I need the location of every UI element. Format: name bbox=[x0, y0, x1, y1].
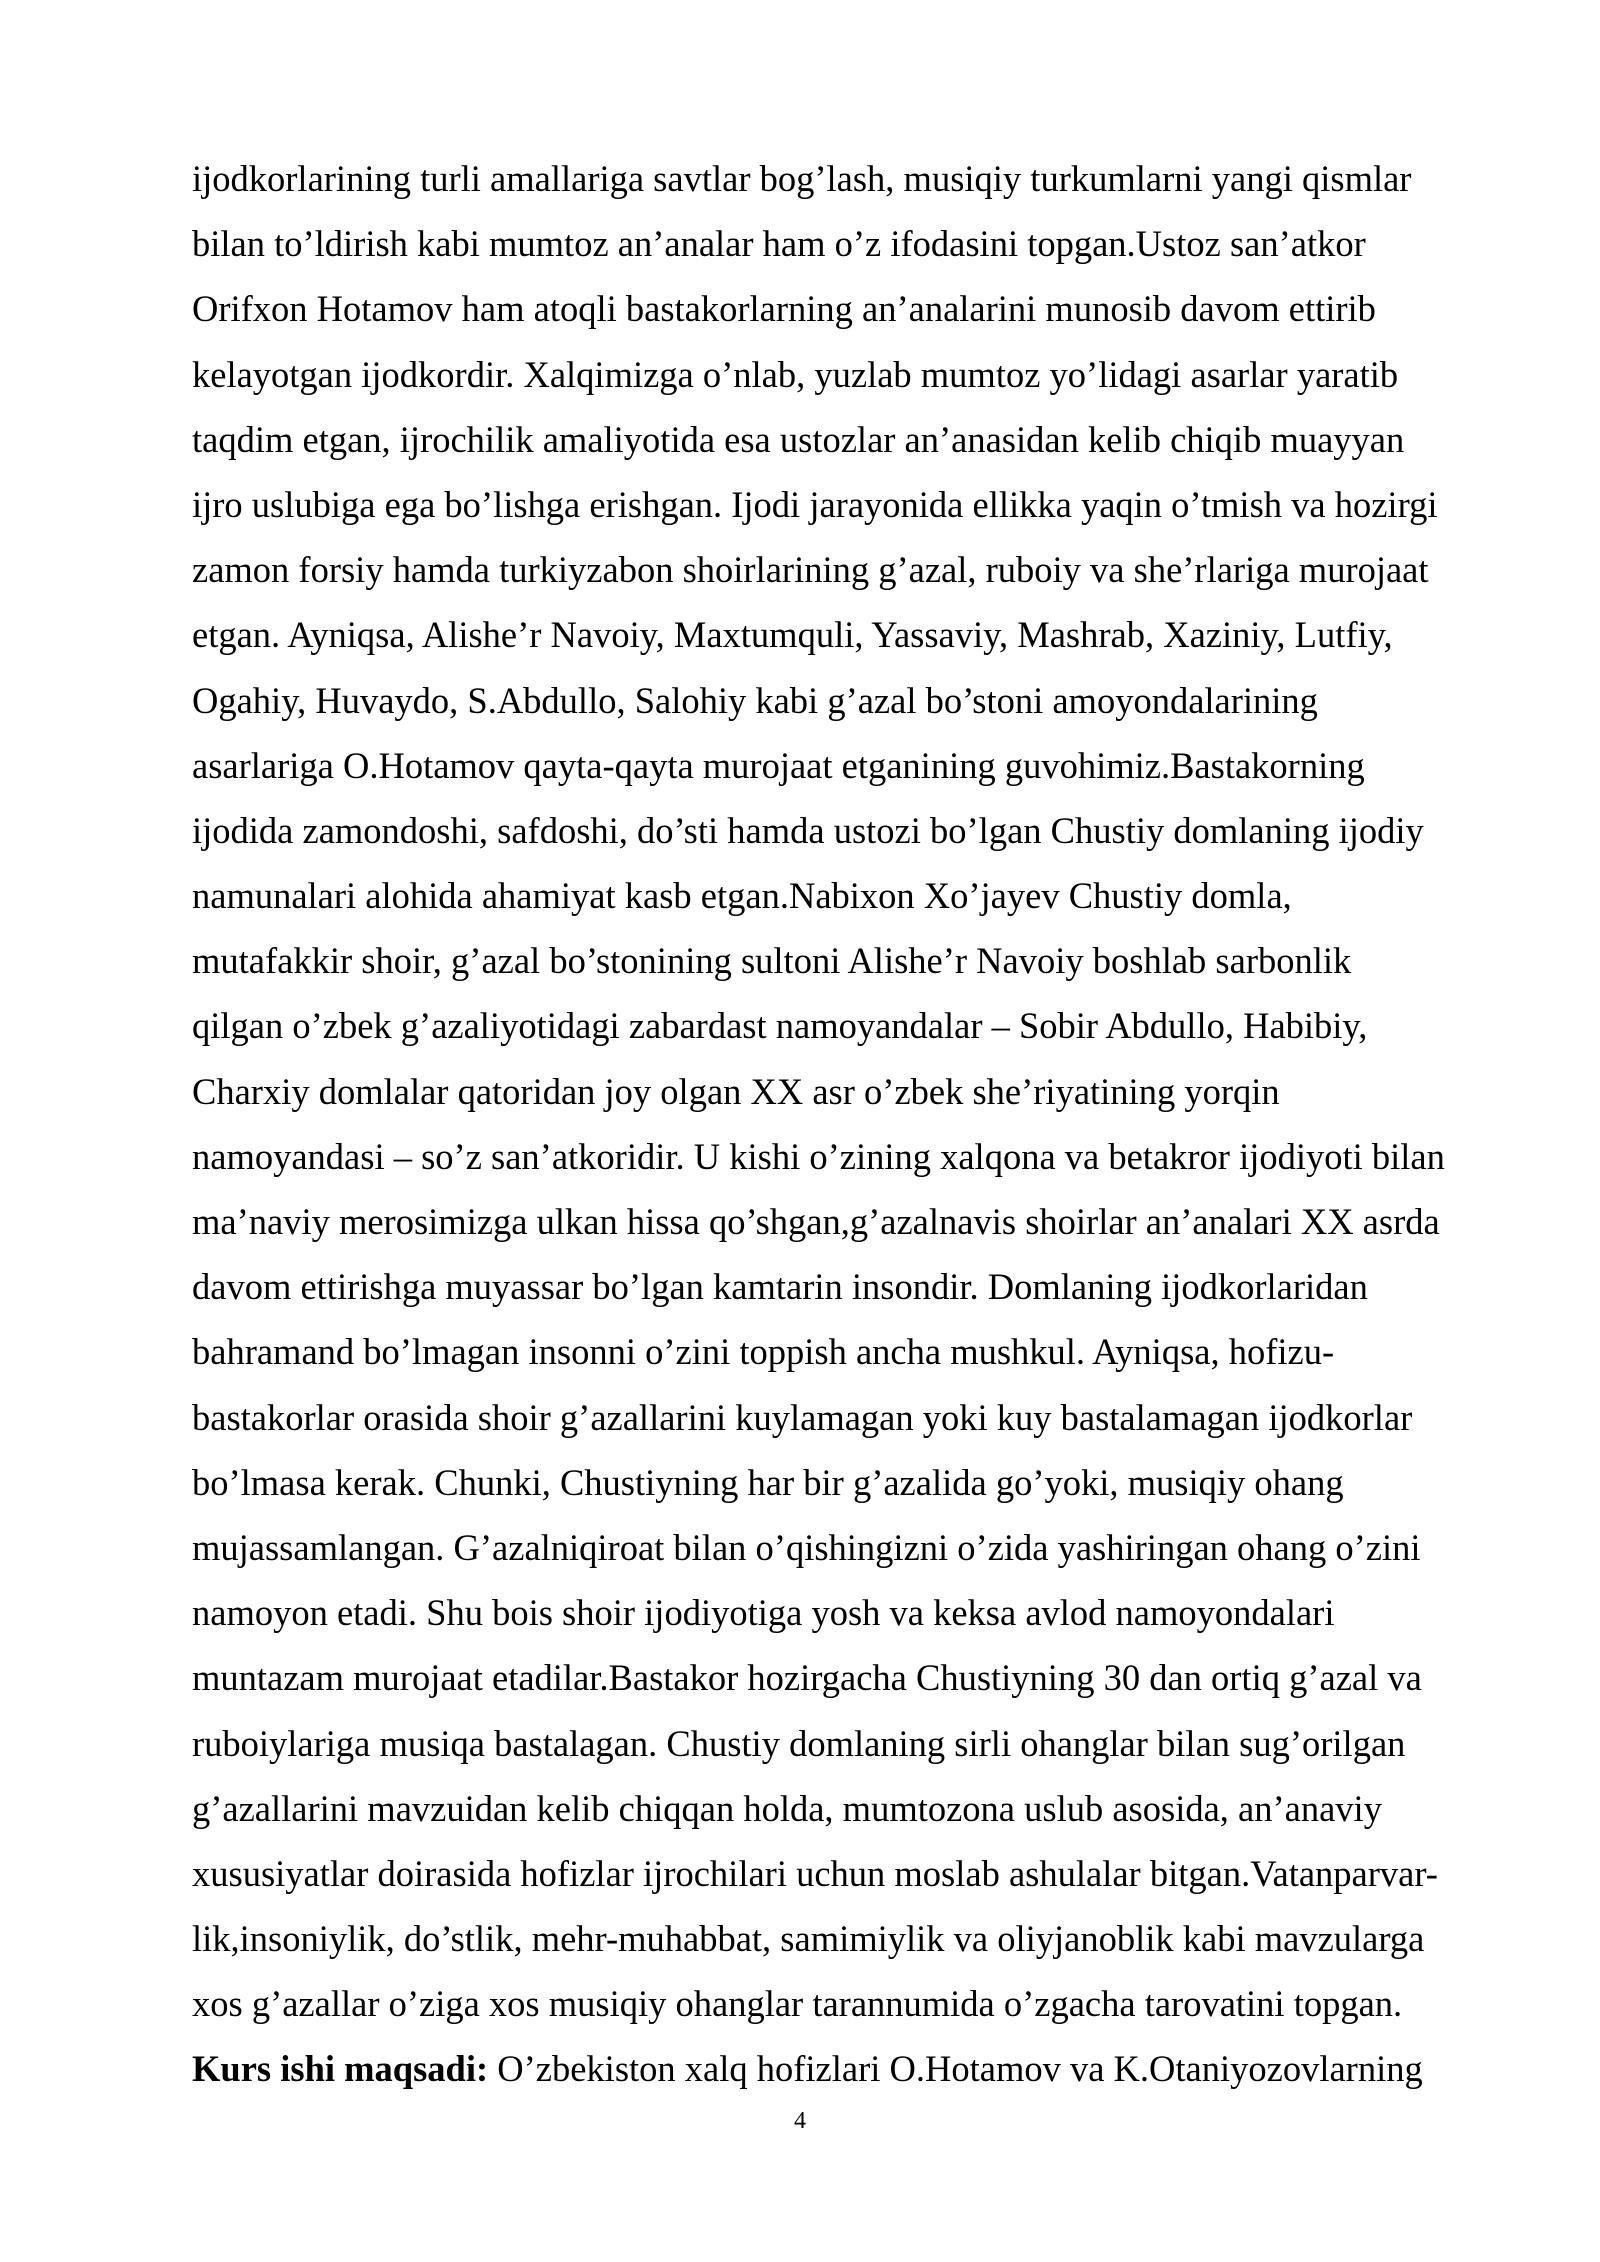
text-line-last bbox=[192, 2036, 1522, 2101]
section-text: O’zbekiston xalq hofizlari O.Hotamov va K.Otaniyozovlarning bbox=[488, 2048, 1423, 2090]
text-line: namunalari alohida ahamiyat kasb etgan.Nabixon Xo’jayev Chustiy domla, bbox=[192, 875, 1292, 917]
text-line: mujassamlangan. G’azalniqiroat bilan o’qishingizni o’zida yashiringan ohang o’zini bbox=[192, 1526, 1421, 1568]
text-line: ijro uslubiga ega bo’lishga erishgan. Ijodi jarayonida ellikka yaqin o’tmish va hozirgi bbox=[192, 483, 1438, 525]
text-line: bilan to’ldirish kabi mumtoz an’analar ham o’z ifodasini topgan.Ustoz san’atkor bbox=[192, 223, 1366, 265]
text-line: taqdim etgan, ijrochilik amaliyotida esa ustozlar an’anasidan kelib chiqib muayyan bbox=[192, 418, 1405, 460]
section-label: Kurs ishi maqsadi: bbox=[192, 2048, 489, 2090]
text-line: lik,insoniylik, do’stlik, mehr-muhabbat, samimiylik va oliyjanoblik kabi mavzularga bbox=[192, 1918, 1425, 1960]
text-line: etgan. Ayniqsa, Alishe’r Navoiy, Maxtumquli, Yassaviy, Mashrab, Xaziniy, Lutfiy, bbox=[192, 614, 1393, 656]
text-line: bastakorlar orasida shoir g’azallarini kuylamagan yoki kuy bastalamagan ijodkorlar bbox=[192, 1396, 1413, 1438]
body-text bbox=[192, 146, 1522, 2102]
text-line: mutafakkir shoir, g’azal bo’stonining sultoni Alishe’r Navoiy boshlab sarbonlik bbox=[192, 940, 1352, 982]
text-line: bo’lmasa kerak. Chunki, Chustiyning har bir g’azalida go’yoki, musiqiy ohang bbox=[192, 1461, 1344, 1503]
text-line: bahramand bo’lmagan insonni o’zini toppish ancha mushkul. Ayniqsa, hofizu- bbox=[192, 1331, 1335, 1373]
text-line: xususiyatlar doirasida hofizlar ijrochilari uchun moslab ashulalar bitgan.Vatanparvar- bbox=[192, 1852, 1438, 1894]
text-line: Charxiy domlalar qatoridan joy olgan XX asr o’zbek she’riyatining yorqin bbox=[192, 1070, 1280, 1112]
text-line: Ogahiy, Huvaydo, S.Abdullo, Salohiy kabi g’azal bo’stoni amoyondalarining bbox=[192, 679, 1318, 721]
text-line: Orifxon Hotamov ham atoqli bastakorlarning an’analarini munosib davom ettirib bbox=[192, 288, 1376, 330]
page-number: 4 bbox=[794, 2108, 806, 2134]
text-line: zamon forsiy hamda turkiyzabon shoirlarining g’azal, ruboiy va she’rlariga murojaat bbox=[192, 549, 1429, 591]
text-line: asarlariga O.Hotamov qayta-qayta murojaat etganining guvohimiz.Bastakorning bbox=[192, 744, 1365, 786]
text-line: muntazam murojaat etadilar.Bastakor hozirgacha Chustiyning 30 dan ortiq g’azal va bbox=[192, 1657, 1422, 1699]
text-line: qilgan o’zbek g’azaliyotidagi zabardast namoyandalar – Sobir Abdullo, Habibiy, bbox=[192, 1005, 1368, 1047]
text-line: g’azallarini mavzuidan kelib chiqqan holda, mumtozona uslub asosida, an’anaviy bbox=[192, 1787, 1382, 1829]
text-line: ma’naviy merosimizga ulkan hissa qo’shgan,g’azalnavis shoirlar an’analari XX asrda bbox=[192, 1201, 1440, 1242]
text-line: ruboiylariga musiqa bastalagan. Chustiy domlaning sirli ohanglar bilan sug’orilgan bbox=[192, 1722, 1406, 1764]
text-line: davom ettirishga muyassar bo’lgan kamtarin insondir. Domlaning ijodkorlaridan bbox=[192, 1266, 1368, 1308]
text-line: namoyandasi – so’z san’atkoridir. U kishi o’zining xalqona va betakror ijodiyoti bilan bbox=[192, 1135, 1445, 1177]
text-line: kelayotgan ijodkordir. Xalqimizga o’nlab, yuzlab mumtoz yo’lidagi asarlar yaratib bbox=[192, 353, 1399, 395]
text-line: xos g’azallar o’ziga xos musiqiy ohanglar tarannumida o’zgacha tarovatini topgan. bbox=[192, 1983, 1403, 2025]
text-line: ijodida zamondoshi, safdoshi, do’sti hamda ustozi bo’lgan Chustiy domlaning ijodiy bbox=[192, 809, 1424, 851]
text-line: namoyon etadi. Shu bois shoir ijodiyotiga yosh va keksa avlod namoyondalari bbox=[192, 1592, 1335, 1634]
text-line: ijodkorlarining turli amallariga savtlar bog’lash, musiqiy turkumlarni yangi qismlar bbox=[192, 158, 1412, 199]
